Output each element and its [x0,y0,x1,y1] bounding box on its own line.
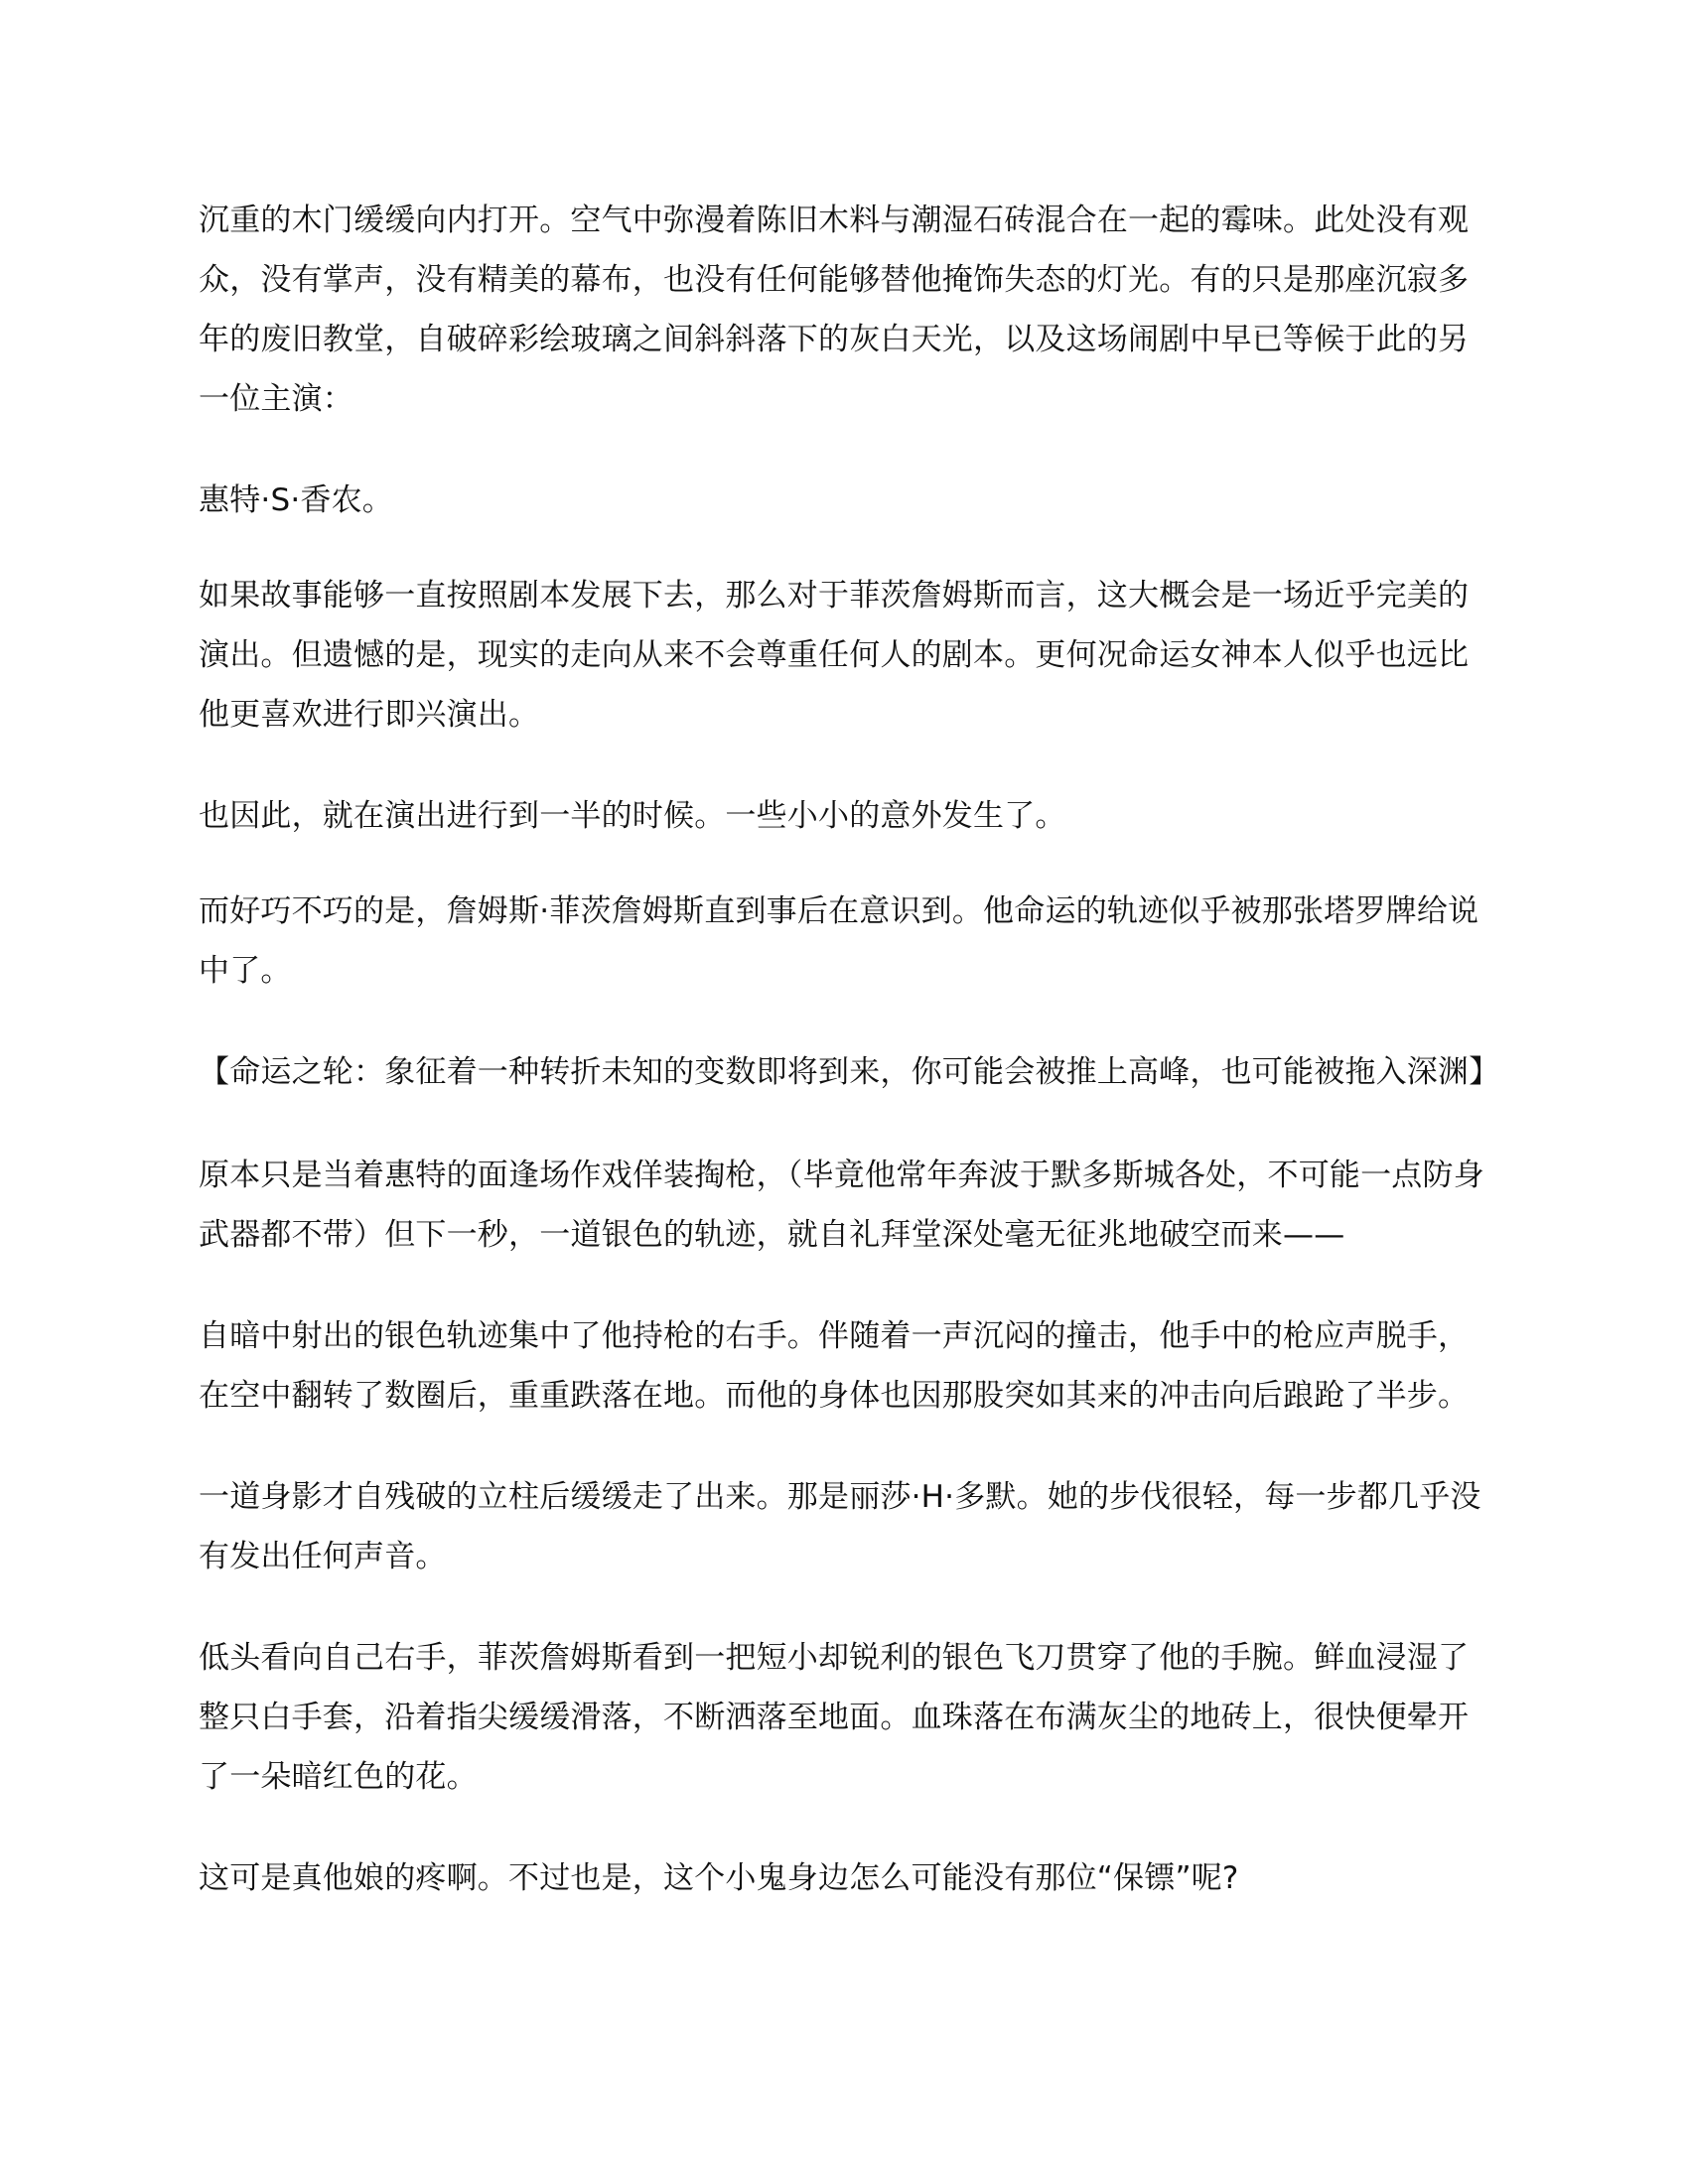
paragraph-door-opens: 沉重的木门缓缓向内打开。空气中弥漫着陈旧木料与潮湿石砖混合在一起的霉味。此处没有观众，没有掌声，没有精美的幕布，也没有任何能够替他掩饰失态的灯光。有的只是那座沉寂多年的废旧教堂，自破碎彩绘玻璃之间斜斜落下的灰白天光，以及这场闹剧中早已等候于此的另一位主演： [199,203,1470,417]
paragraph-bodyguard-thought: 这可是真他娘的疼啊。不过也是，这个小鬼身边怎么可能没有那位“保镖”呢? [199,1860,1239,1896]
paragraph-whit-name: 惠特·S·香农。 [199,482,393,518]
paragraph-script-deviation: 如果故事能够一直按照剧本发展下去，那么对于菲茨詹姆斯而言，这大概会是一场近乎完美的演出。但遗憾的是，现实的走向从来不会尊重任何人的剧本。更何况命运女神本人似乎也远比他更喜欢进行即兴演出。 [199,578,1470,733]
paragraph-lisa-appears: 一道身影才自残破的立柱后缓缓走了出来。那是丽莎·H·多默。她的步伐很轻，每一步都几乎没有发出任何声音。 [199,1479,1481,1574]
paragraph-gun-dropped: 自暗中射出的银色轨迹集中了他持枪的右手。伴随着一声沉闷的撞击，他手中的枪应声脱手，在空中翻转了数圈后，重重跌落在地。而他的身体也因那股突如其来的冲击向后踉跄了半步。 [199,1318,1470,1414]
document-page [199,191,1499,1950]
tarot-card-quote: 【命运之轮：象征着一种转折未知的变数即将到来，你可能会被推上高峰，也可能被拖入深渊】 [199,1054,1500,1090]
paragraph-silver-trajectory: 原本只是当着惠特的面逢场作戏佯装掏枪，（毕竟他常年奔波于默多斯城各处，不可能一点防身武器都不带）但下一秒，一道银色的轨迹，就自礼拜堂深处毫无征兆地破空而来—— [199,1158,1484,1253]
paragraph-wounded-hand: 低头看向自己右手，菲茨詹姆斯看到一把短小却锐利的银色飞刀贯穿了他的手腕。鲜血浸湿了整只白手套，沿着指尖缓缓滑落，不断洒落至地面。血珠落在布满灰尘的地砖上，很快便晕开了一朵暗红色的花。 [199,1640,1470,1795]
paragraph-accident: 也因此，就在演出进行到一半的时候。一些小小的意外发生了。 [199,798,1066,834]
paragraph-tarot-fulfilled: 而好巧不巧的是，詹姆斯·菲茨詹姆斯直到事后在意识到。他命运的轨迹似乎被那张塔罗牌给说中了。 [199,893,1479,989]
